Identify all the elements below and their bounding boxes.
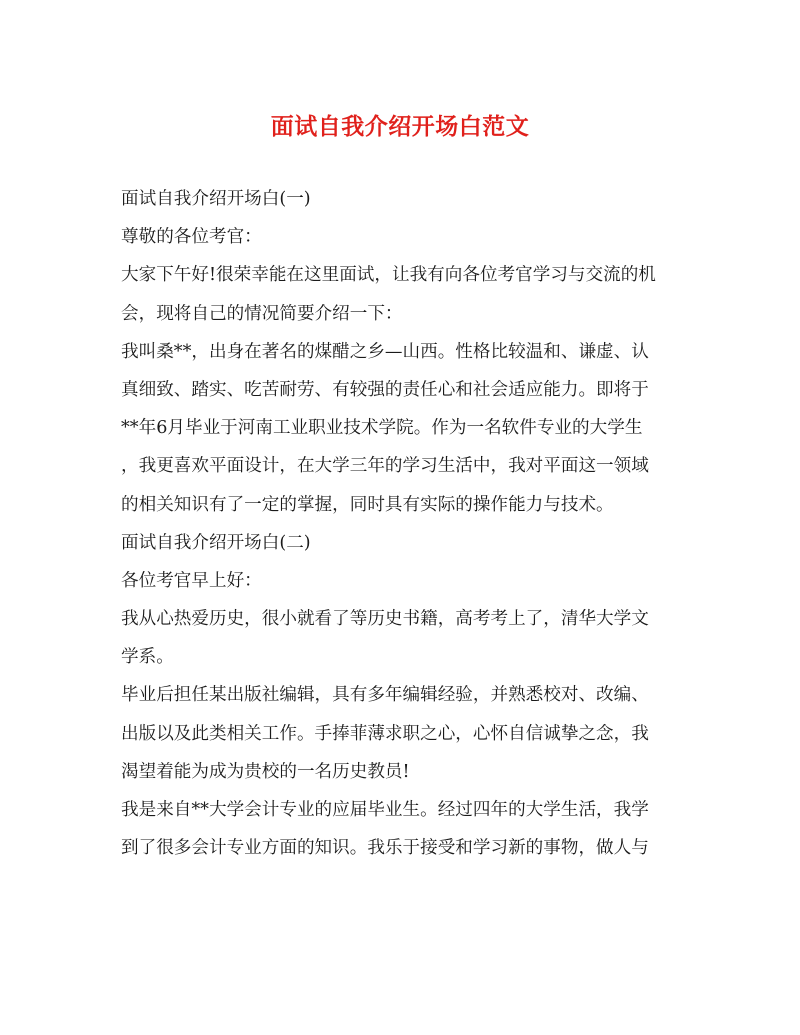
text-line: 真细致、踏实、吃苦耐劳、有较强的责任心和社会适应能力。即将于: [121, 379, 649, 400]
text-line: 我从心热爱历史，很小就看了等历史书籍，高考考上了，清华大学文: [121, 609, 649, 630]
text-line: 学系。: [121, 647, 174, 668]
text-line: **年6月毕业于河南工业职业技术学院。作为一名软件专业的大学生: [121, 418, 643, 439]
document-body: [121, 180, 683, 867]
text-line: 出版以及此类相关工作。手捧菲薄求职之心，心怀自信诚挚之念，我: [121, 723, 649, 744]
text-line: 到了很多会计专业方面的知识。我乐于接受和学习新的事物，做人与: [121, 838, 649, 859]
text-line: 渴望着能为成为贵校的一名历史教员!: [121, 761, 410, 782]
text-line: 我是来自**大学会计专业的应届毕业生。经过四年的大学生活，我学: [121, 800, 649, 820]
text-line: 毕业后担任某出版社编辑，具有多年编辑经验，并熟悉校对、改编、: [121, 685, 649, 706]
document-title: 面试自我介绍开场白范文: [270, 113, 530, 140]
text-line: 大家下午好!很荣幸能在这里面试，让我有向各位考官学习与交流的机: [121, 265, 656, 286]
text-line: ，我更喜欢平面设计，在大学三年的学习生活中，我对平面这一领域: [121, 456, 649, 477]
text-line: 各位考官早上好：: [121, 570, 262, 591]
text-line: 的相关知识有了一定的掌握，同时具有实际的操作能力与技术。: [121, 494, 614, 515]
section-heading: 面试自我介绍开场白(一): [121, 189, 311, 209]
text-line: 会，现将自己的情况简要介绍一下：: [121, 303, 403, 324]
text-line: 我叫桑**，出身在著名的煤醋之乡—山西。性格比较温和、谦虚、认: [121, 341, 649, 362]
section-heading: 面试自我介绍开场白(二): [121, 532, 311, 553]
text-line: 尊敬的各位考官：: [121, 227, 262, 248]
